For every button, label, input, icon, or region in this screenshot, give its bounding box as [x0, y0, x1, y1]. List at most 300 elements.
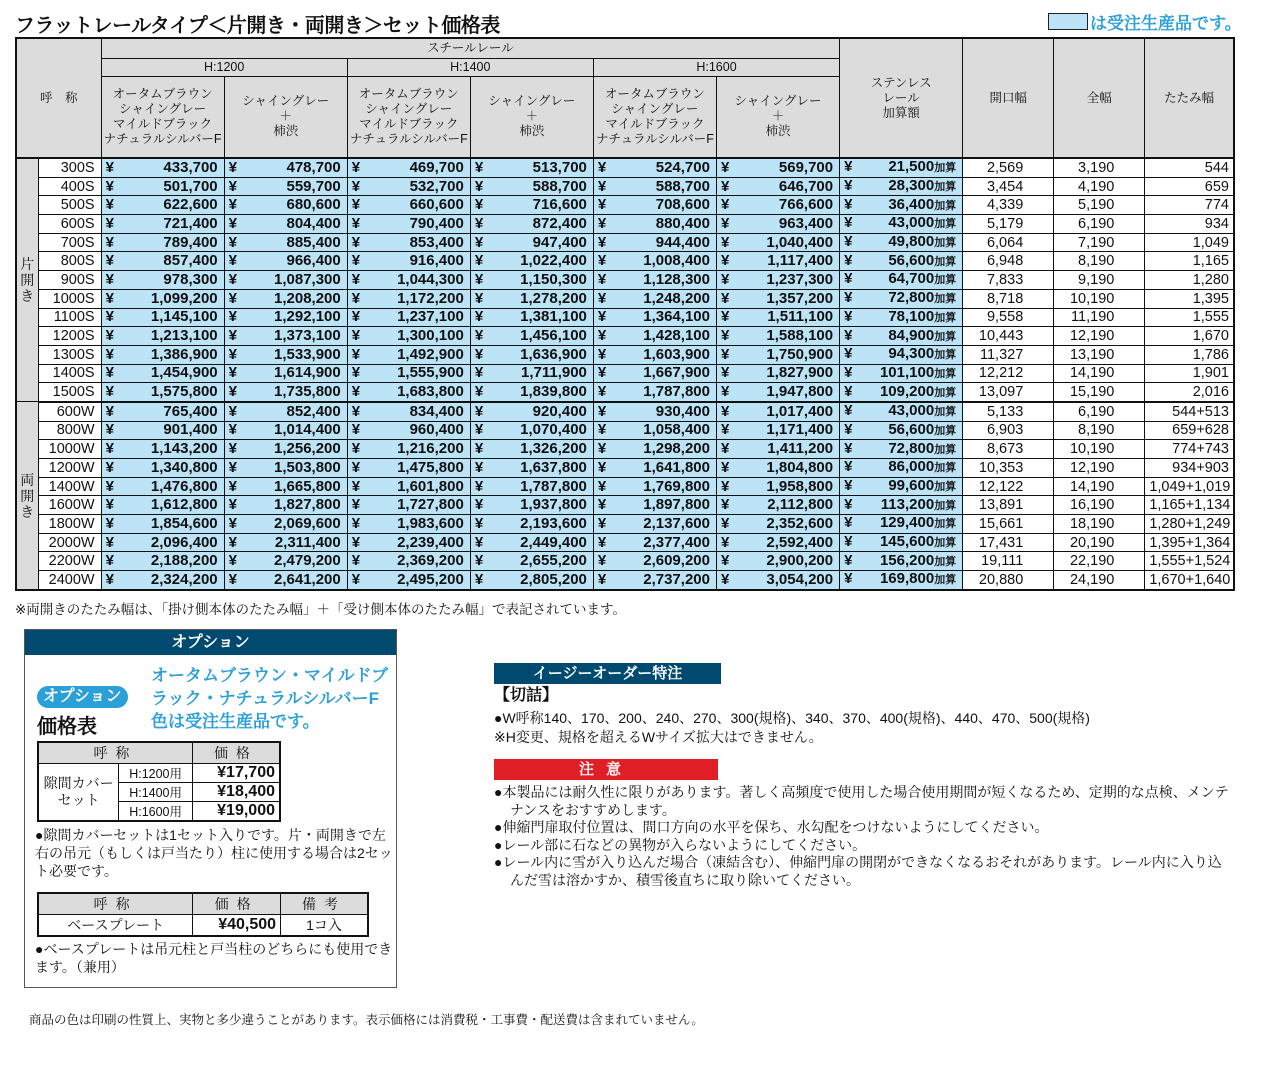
price-cell: ¥ 1,456,100 [470, 327, 593, 346]
price-cell: ¥ 1,357,200 [716, 289, 839, 308]
option-notice: オータムブラウン・マイルドブラック・ナチュラルシルバーF色は受注生産品です。 [151, 666, 389, 731]
stainless-add-cell: ¥ 56,600加算 [840, 252, 963, 271]
stainless-add-cell: ¥ 129,400加算 [840, 515, 963, 534]
price-cell: ¥ 559,700 [224, 177, 347, 196]
price-cell: ¥ 1,641,800 [593, 459, 716, 478]
price-cell: ¥ 1,476,800 [101, 477, 224, 496]
table-row [16, 215, 1234, 234]
stainless-add-cell: ¥ 145,600加算 [840, 533, 963, 552]
price-cell: ¥ 2,069,600 [224, 515, 347, 534]
easy-order-line2: ※H変更、規格を超えるWサイズ拡大はできません。 [494, 729, 823, 745]
folded-width-cell: 934 [1145, 215, 1234, 234]
folded-width-cell: 774 [1145, 196, 1234, 215]
price-cell: ¥ 1,533,900 [224, 345, 347, 364]
stainless-add-cell: ¥ 101,100加算 [840, 364, 963, 383]
caution-list [494, 784, 1234, 889]
header-height: H:1400 [347, 58, 593, 76]
price-cell: ¥ 857,400 [101, 252, 224, 271]
price-cell: ¥ 1,044,300 [347, 271, 470, 290]
total-width-cell: 10,190 [1054, 289, 1145, 308]
row-name: 1200S [38, 327, 101, 346]
stainless-add-cell: ¥ 28,300加算 [840, 177, 963, 196]
total-width-cell: 16,190 [1054, 496, 1145, 515]
price-cell: ¥ 901,400 [101, 421, 224, 440]
row-name: 1500S [38, 383, 101, 402]
total-width-cell: 8,190 [1054, 252, 1145, 271]
price-cell: ¥ 1,769,800 [593, 477, 716, 496]
total-width-cell: 8,190 [1054, 421, 1145, 440]
opening-cell: 19,111 [963, 552, 1054, 571]
opening-cell: 10,443 [963, 327, 1054, 346]
price-cell: ¥ 1,040,400 [716, 233, 839, 252]
stainless-add-cell: ¥ 43,000加算 [840, 402, 963, 421]
row-name: 2400W [38, 571, 101, 590]
price-cell: ¥ 1,897,800 [593, 496, 716, 515]
price-cell: ¥ 1,827,800 [224, 496, 347, 515]
header-opening: 開口幅 [963, 38, 1054, 158]
price-cell: ¥ 1,983,600 [347, 515, 470, 534]
row-name: 1000S [38, 289, 101, 308]
table-row [16, 289, 1234, 308]
price-cell: ¥ 569,700 [716, 158, 839, 177]
section-label: 片 開 き [16, 158, 38, 402]
price-cell: ¥ 1,386,900 [101, 345, 224, 364]
opening-cell: 2,569 [963, 158, 1054, 177]
opening-cell: 3,454 [963, 177, 1054, 196]
price-cell: ¥ 1,665,800 [224, 477, 347, 496]
header-steel-rail: スチールレール [101, 38, 840, 58]
header-height: H:1200 [101, 58, 347, 76]
stainless-add-cell: ¥ 84,900加算 [840, 327, 963, 346]
row-name: 1400W [38, 477, 101, 496]
gap-cover-table: 呼称 価格 隙間カバーセット H:1200用 ¥17,700 H:1400用 ¥18,400 H:1600用 ¥19,000 [37, 741, 281, 822]
price-cell: ¥ 1,711,900 [470, 364, 593, 383]
table-row [16, 421, 1234, 440]
price-cell: ¥ 433,700 [101, 158, 224, 177]
price-cell: ¥ 2,096,400 [101, 533, 224, 552]
price-cell: ¥ 524,700 [593, 158, 716, 177]
price-cell: ¥ 766,600 [716, 196, 839, 215]
easy-order-bar: イージーオーダー特注 [494, 663, 721, 684]
total-width-cell: 12,190 [1054, 327, 1145, 346]
folded-width-cell: 1,901 [1145, 364, 1234, 383]
price-cell: ¥ 2,188,200 [101, 552, 224, 571]
folded-width-cell: 1,049+1,019 [1145, 477, 1234, 496]
price-cell: ¥ 1,278,200 [470, 289, 593, 308]
price-cell: ¥ 1,492,900 [347, 345, 470, 364]
total-width-cell: 15,190 [1054, 383, 1145, 402]
total-width-cell: 18,190 [1054, 515, 1145, 534]
folded-width-cell: 1,555+1,524 [1145, 552, 1234, 571]
price-cell: ¥ 1,008,400 [593, 252, 716, 271]
legend-text: は受注生産品です。 [1090, 14, 1242, 33]
price-cell: ¥ 944,400 [593, 233, 716, 252]
table-row [16, 158, 1234, 177]
table-row [16, 233, 1234, 252]
price-cell: ¥ 2,137,600 [593, 515, 716, 534]
stainless-add-cell: ¥ 156,200加算 [840, 552, 963, 571]
stainless-add-cell: ¥ 43,000加算 [840, 215, 963, 234]
header-name: 呼 称 [16, 38, 101, 158]
row-name: 300S [38, 158, 101, 177]
price-cell: ¥ 1,150,300 [470, 271, 593, 290]
header-color-group-b: シャイングレー ＋ 柿渋 [716, 76, 839, 158]
price-cell: ¥ 1,145,100 [101, 308, 224, 327]
row-name: 1300S [38, 345, 101, 364]
price-cell: ¥ 920,400 [470, 402, 593, 421]
price-cell: ¥ 1,683,800 [347, 383, 470, 402]
price-cell: ¥ 2,900,200 [716, 552, 839, 571]
option-heading: 価格表 [37, 716, 97, 738]
row-name: 800W [38, 421, 101, 440]
price-cell: ¥ 1,588,100 [716, 327, 839, 346]
opening-cell: 5,133 [963, 402, 1054, 421]
price-cell: ¥ 2,495,200 [347, 571, 470, 590]
price-cell: ¥ 3,054,200 [716, 571, 839, 590]
header-color-group-a: オータムブラウン シャイングレー マイルドブラック ナチュラルシルバーF [593, 76, 716, 158]
folded-width-cell: 2,016 [1145, 383, 1234, 402]
price-cell: ¥ 834,400 [347, 402, 470, 421]
base-plate-table: 呼称 価格 備考 ベースプレート ¥40,500 1コ入 [37, 892, 369, 937]
stainless-add-cell: ¥ 94,300加算 [840, 345, 963, 364]
caution-bar: 注意 [494, 759, 718, 780]
total-width-cell: 4,190 [1054, 177, 1145, 196]
price-cell: ¥ 1,947,800 [716, 383, 839, 402]
price-cell: ¥ 1,787,800 [593, 383, 716, 402]
total-width-cell: 14,190 [1054, 477, 1145, 496]
opening-cell: 6,064 [963, 233, 1054, 252]
folded-width-cell: 1,786 [1145, 345, 1234, 364]
price-cell: ¥ 1,300,100 [347, 327, 470, 346]
opening-cell: 8,718 [963, 289, 1054, 308]
stainless-add-cell: ¥ 169,800加算 [840, 571, 963, 590]
price-cell: ¥ 588,700 [470, 177, 593, 196]
total-width-cell: 9,190 [1054, 271, 1145, 290]
price-cell: ¥ 790,400 [347, 215, 470, 234]
stainless-add-cell: ¥ 49,800加算 [840, 233, 963, 252]
row-name: 1800W [38, 515, 101, 534]
price-cell: ¥ 1,636,900 [470, 345, 593, 364]
page-title: フラットレールタイプ＜片開き・両開き＞セット価格表 [15, 15, 500, 37]
price-cell: ¥ 501,700 [101, 177, 224, 196]
table-row [16, 477, 1234, 496]
folded-width-cell: 1,049 [1145, 233, 1234, 252]
table-row [16, 533, 1234, 552]
price-cell: ¥ 1,087,300 [224, 271, 347, 290]
opening-cell: 9,558 [963, 308, 1054, 327]
row-name: 400S [38, 177, 101, 196]
row-name: 2000W [38, 533, 101, 552]
price-cell: ¥ 1,208,200 [224, 289, 347, 308]
table-row [16, 571, 1234, 590]
price-cell: ¥ 708,600 [593, 196, 716, 215]
price-cell: ¥ 1,171,400 [716, 421, 839, 440]
opening-cell: 13,891 [963, 496, 1054, 515]
total-width-cell: 11,190 [1054, 308, 1145, 327]
price-cell: ¥ 966,400 [224, 252, 347, 271]
folded-width-cell: 544+513 [1145, 402, 1234, 421]
total-width-cell: 7,190 [1054, 233, 1145, 252]
price-cell: ¥ 930,400 [593, 402, 716, 421]
stainless-add-cell: ¥ 72,800加算 [840, 440, 963, 459]
price-cell: ¥ 1,787,800 [470, 477, 593, 496]
price-cell: ¥ 532,700 [347, 177, 470, 196]
header-folded: たたみ幅 [1145, 38, 1234, 158]
price-cell: ¥ 1,014,400 [224, 421, 347, 440]
stainless-add-cell: ¥ 56,600加算 [840, 421, 963, 440]
price-cell: ¥ 2,609,200 [593, 552, 716, 571]
base-plate-note: ●ベースプレートは吊元柱と戸当柱のどちらにも使用できます。（兼用） [35, 941, 393, 975]
header-total: 全幅 [1054, 38, 1145, 158]
price-cell: ¥ 1,256,200 [224, 440, 347, 459]
folded-width-cell: 1,670+1,640 [1145, 571, 1234, 590]
header-color-group-a: オータムブラウン シャイングレー マイルドブラック ナチュラルシルバーF [101, 76, 224, 158]
table-row [16, 383, 1234, 402]
price-cell: ¥ 2,352,600 [716, 515, 839, 534]
stainless-add-cell: ¥ 78,100加算 [840, 308, 963, 327]
folded-width-cell: 1,280 [1145, 271, 1234, 290]
price-cell: ¥ 2,369,200 [347, 552, 470, 571]
folded-width-cell: 1,395+1,364 [1145, 533, 1234, 552]
table-row [16, 552, 1234, 571]
price-cell: ¥ 789,400 [101, 233, 224, 252]
price-cell: ¥ 852,400 [224, 402, 347, 421]
total-width-cell: 20,190 [1054, 533, 1145, 552]
price-cell: ¥ 1,958,800 [716, 477, 839, 496]
price-cell: ¥ 1,237,100 [347, 308, 470, 327]
table-row [16, 252, 1234, 271]
total-width-cell: 14,190 [1054, 364, 1145, 383]
row-name: 500S [38, 196, 101, 215]
stainless-add-cell: ¥ 99,600加算 [840, 477, 963, 496]
price-cell: ¥ 2,377,400 [593, 533, 716, 552]
header-height: H:1600 [593, 58, 839, 76]
opening-cell: 8,673 [963, 440, 1054, 459]
table-row [16, 196, 1234, 215]
stainless-add-cell: ¥ 72,800加算 [840, 289, 963, 308]
row-name: 600W [38, 402, 101, 421]
order-made-legend [1048, 9, 1242, 34]
price-cell: ¥ 1,117,400 [716, 252, 839, 271]
opening-cell: 6,903 [963, 421, 1054, 440]
caution-item: ●レール内に雪が入り込んだ場合（凍結含む）、伸縮門扉の開閉ができなくなるおそれがあります。レール内に入り込んだ雪は溶かすか、積雪後直ちに取り除いてください。 [494, 854, 1222, 888]
row-name: 1100S [38, 308, 101, 327]
price-cell: ¥ 1,854,600 [101, 515, 224, 534]
price-cell: ¥ 660,600 [347, 196, 470, 215]
section-label: 両 開 き [16, 402, 38, 590]
folded-width-cell: 1,395 [1145, 289, 1234, 308]
price-cell: ¥ 1,298,200 [593, 440, 716, 459]
price-cell: ¥ 2,193,600 [470, 515, 593, 534]
price-cell: ¥ 2,324,200 [101, 571, 224, 590]
opening-cell: 5,179 [963, 215, 1054, 234]
total-width-cell: 10,190 [1054, 440, 1145, 459]
price-cell: ¥ 1,292,100 [224, 308, 347, 327]
price-cell: ¥ 1,827,900 [716, 364, 839, 383]
total-width-cell: 13,190 [1054, 345, 1145, 364]
price-cell: ¥ 1,143,200 [101, 440, 224, 459]
folded-width-cell: 659 [1145, 177, 1234, 196]
total-width-cell: 5,190 [1054, 196, 1145, 215]
opening-cell: 20,880 [963, 571, 1054, 590]
folded-width-cell: 659+628 [1145, 421, 1234, 440]
price-cell: ¥ 1,603,900 [593, 345, 716, 364]
price-cell: ¥ 1,614,900 [224, 364, 347, 383]
row-name: 600S [38, 215, 101, 234]
folded-width-cell: 774+743 [1145, 440, 1234, 459]
price-table [15, 37, 1235, 591]
option-box [24, 629, 397, 988]
price-cell: ¥ 2,655,200 [470, 552, 593, 571]
easy-order-heading: 【切詰】 [494, 687, 559, 704]
opening-cell: 11,327 [963, 345, 1054, 364]
price-cell: ¥ 2,239,400 [347, 533, 470, 552]
opening-cell: 12,122 [963, 477, 1054, 496]
table-row [16, 440, 1234, 459]
caution-item: ●レール部に石などの異物が入らないようにしてください。 [494, 836, 867, 853]
price-cell: ¥ 1,575,800 [101, 383, 224, 402]
price-cell: ¥ 963,400 [716, 215, 839, 234]
opening-cell: 15,661 [963, 515, 1054, 534]
price-cell: ¥ 804,400 [224, 215, 347, 234]
table-row [16, 345, 1234, 364]
table-row [16, 515, 1234, 534]
price-cell: ¥ 478,700 [224, 158, 347, 177]
total-width-cell: 24,190 [1054, 571, 1145, 590]
opening-cell: 6,948 [963, 252, 1054, 271]
price-cell: ¥ 1,381,100 [470, 308, 593, 327]
row-name: 1200W [38, 459, 101, 478]
price-cell: ¥ 1,937,800 [470, 496, 593, 515]
table-row [16, 496, 1234, 515]
stainless-add-cell: ¥ 21,500加算 [840, 158, 963, 177]
gap-cover-note: ●隙間カバーセットは1セット入りです。片・両開きで左右の吊元（もしくは戸当たり）柱に使用する場合は2セット必要です。 [35, 827, 393, 879]
price-cell: ¥ 960,400 [347, 421, 470, 440]
header-color-group-b: シャイングレー ＋ 柿渋 [470, 76, 593, 158]
row-name: 700S [38, 233, 101, 252]
price-cell: ¥ 2,737,200 [593, 571, 716, 590]
easy-order-line1: ●W呼称140、170、200、240、270、300(規格)、340、370、400(規格)、440、470、500(規格) [494, 710, 1090, 726]
price-cell: ¥ 1,058,400 [593, 421, 716, 440]
opening-cell: 13,097 [963, 383, 1054, 402]
folded-width-cell: 1,280+1,249 [1145, 515, 1234, 534]
folded-width-cell: 544 [1145, 158, 1234, 177]
stainless-add-cell: ¥ 113,200加算 [840, 496, 963, 515]
caution-item: ●伸縮門扉取付位置は、間口方向の水平を保ち、水勾配をつけないようにしてください。 [494, 819, 1049, 835]
table-row [16, 459, 1234, 478]
header-stainless: ステンレス レール 加算額 [840, 38, 963, 158]
price-cell: ¥ 1,735,800 [224, 383, 347, 402]
price-cell: ¥ 1,099,200 [101, 289, 224, 308]
opening-cell: 7,833 [963, 271, 1054, 290]
price-cell: ¥ 916,400 [347, 252, 470, 271]
price-cell: ¥ 1,070,400 [470, 421, 593, 440]
price-cell: ¥ 1,017,400 [716, 402, 839, 421]
price-cell: ¥ 1,216,200 [347, 440, 470, 459]
total-width-cell: 12,190 [1054, 459, 1145, 478]
price-cell: ¥ 1,637,800 [470, 459, 593, 478]
price-cell: ¥ 872,400 [470, 215, 593, 234]
price-cell: ¥ 1,667,900 [593, 364, 716, 383]
price-cell: ¥ 721,400 [101, 215, 224, 234]
opening-cell: 4,339 [963, 196, 1054, 215]
row-name: 2200W [38, 552, 101, 571]
price-cell: ¥ 1,804,800 [716, 459, 839, 478]
price-cell: ¥ 2,641,200 [224, 571, 347, 590]
gap-cover-item: 隙間カバーセット [38, 764, 119, 822]
price-cell: ¥ 2,479,200 [224, 552, 347, 571]
price-cell: ¥ 1,022,400 [470, 252, 593, 271]
total-width-cell: 6,190 [1054, 402, 1145, 421]
header-color-group-a: オータムブラウン シャイングレー マイルドブラック ナチュラルシルバーF [347, 76, 470, 158]
row-name: 800S [38, 252, 101, 271]
price-cell: ¥ 885,400 [224, 233, 347, 252]
price-cell: ¥ 1,213,100 [101, 327, 224, 346]
price-cell: ¥ 1,172,200 [347, 289, 470, 308]
total-width-cell: 3,190 [1054, 158, 1145, 177]
price-cell: ¥ 2,592,400 [716, 533, 839, 552]
option-pill: オプション [37, 686, 128, 708]
price-cell: ¥ 716,600 [470, 196, 593, 215]
price-cell: ¥ 1,511,100 [716, 308, 839, 327]
opening-cell: 17,431 [963, 533, 1054, 552]
price-cell: ¥ 1,601,800 [347, 477, 470, 496]
price-cell: ¥ 1,411,200 [716, 440, 839, 459]
price-cell: ¥ 1,128,300 [593, 271, 716, 290]
price-cell: ¥ 680,600 [224, 196, 347, 215]
table-row [16, 177, 1234, 196]
option-bar: オプション [25, 630, 396, 655]
price-cell: ¥ 2,311,400 [224, 533, 347, 552]
price-cell: ¥ 2,112,800 [716, 496, 839, 515]
price-cell: ¥ 1,248,200 [593, 289, 716, 308]
folded-width-cell: 1,165 [1145, 252, 1234, 271]
price-cell: ¥ 978,300 [101, 271, 224, 290]
price-cell: ¥ 1,326,200 [470, 440, 593, 459]
table-row [16, 327, 1234, 346]
opening-cell: 12,212 [963, 364, 1054, 383]
price-cell: ¥ 1,612,800 [101, 496, 224, 515]
price-cell: ¥ 1,364,100 [593, 308, 716, 327]
row-name: 900S [38, 271, 101, 290]
price-cell: ¥ 1,750,900 [716, 345, 839, 364]
price-cell: ¥ 1,727,800 [347, 496, 470, 515]
price-cell: ¥ 2,449,400 [470, 533, 593, 552]
stainless-add-cell: ¥ 86,000加算 [840, 459, 963, 478]
table-row [16, 364, 1234, 383]
price-cell: ¥ 1,503,800 [224, 459, 347, 478]
price-cell: ¥ 853,400 [347, 233, 470, 252]
stainless-add-cell: ¥ 64,700加算 [840, 271, 963, 290]
folded-width-cell: 1,555 [1145, 308, 1234, 327]
legend-swatch [1048, 13, 1088, 30]
stainless-add-cell: ¥ 109,200加算 [840, 383, 963, 402]
price-cell: ¥ 646,700 [716, 177, 839, 196]
price-cell: ¥ 588,700 [593, 177, 716, 196]
price-cell: ¥ 513,700 [470, 158, 593, 177]
price-cell: ¥ 1,237,300 [716, 271, 839, 290]
table-row [16, 402, 1234, 421]
row-name: 1000W [38, 440, 101, 459]
price-cell: ¥ 1,555,900 [347, 364, 470, 383]
price-cell: ¥ 880,400 [593, 215, 716, 234]
folded-width-footnote: ※両開きのたたみ幅は、「掛け側本体のたたみ幅」＋「受け側本体のたたみ幅」で表記されています。 [15, 602, 626, 617]
folded-width-cell: 1,165+1,134 [1145, 496, 1234, 515]
row-name: 1400S [38, 364, 101, 383]
price-cell: ¥ 1,340,800 [101, 459, 224, 478]
price-cell: ¥ 1,428,100 [593, 327, 716, 346]
table-row [16, 271, 1234, 290]
